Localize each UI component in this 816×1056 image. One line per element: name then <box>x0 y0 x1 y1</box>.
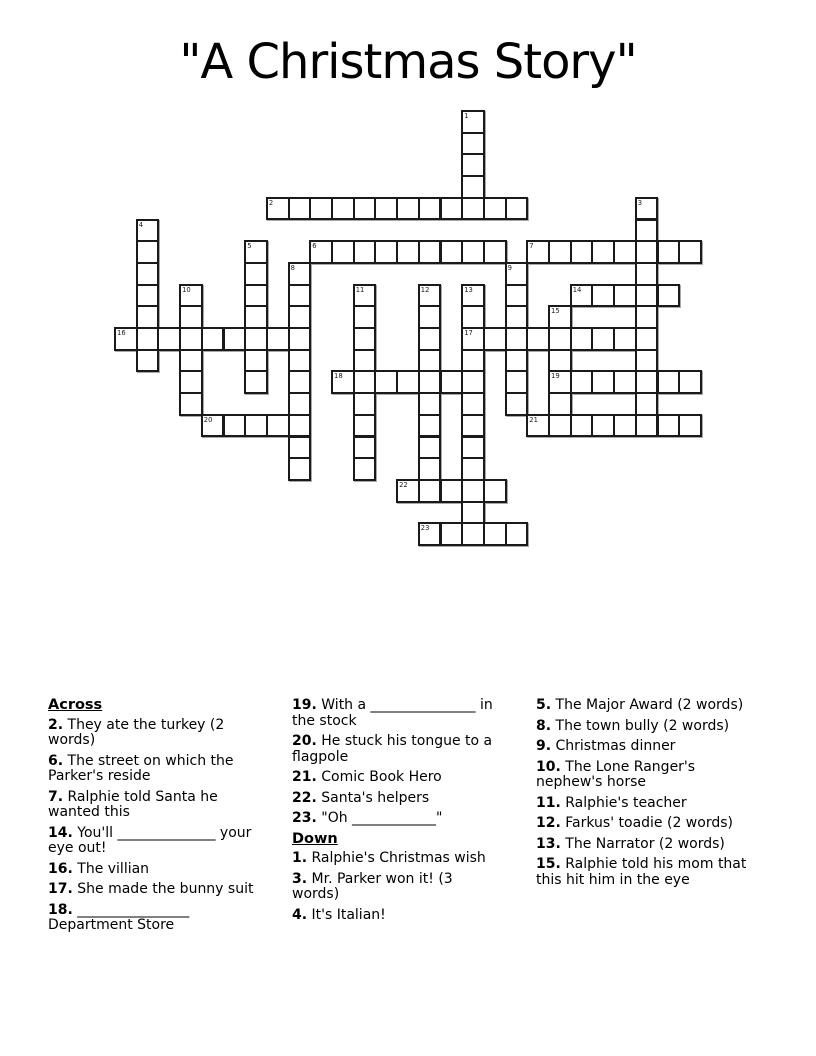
grid-cell[interactable] <box>114 327 138 351</box>
clue-down-1: 1. Ralphie's Christmas wish <box>292 850 486 866</box>
grid-cell[interactable] <box>570 327 594 351</box>
clue-across-6: 6. The street on which the Parker's reside <box>48 752 234 784</box>
cell-number: 8 <box>290 263 295 272</box>
cell-number: 14 <box>572 285 582 294</box>
grid-cell[interactable] <box>635 197 659 221</box>
clue-number: 17. <box>48 881 73 897</box>
grid-cell[interactable] <box>353 457 377 481</box>
cell-number: 23 <box>420 524 430 533</box>
clue-number: 13. <box>536 835 561 852</box>
grid-cell[interactable] <box>418 284 442 308</box>
cell-number: 19 <box>551 372 560 381</box>
cell-number: 7 <box>529 242 534 251</box>
clue-number: 12. <box>536 815 561 831</box>
grid-cell[interactable] <box>526 327 550 351</box>
grid-cell[interactable] <box>461 110 485 134</box>
clue-down-11: 11. Ralphie's teacher <box>536 794 687 811</box>
clue-down-9: 9. Christmas dinner <box>536 738 676 754</box>
grid-cell[interactable] <box>505 305 529 329</box>
grid-cell[interactable] <box>461 436 485 460</box>
grid-cell[interactable] <box>657 240 681 264</box>
grid-cell[interactable] <box>461 284 485 308</box>
grid-cell[interactable] <box>461 370 485 394</box>
grid-cell[interactable] <box>136 240 160 264</box>
grid-cell[interactable] <box>418 457 442 481</box>
grid-cell[interactable] <box>288 327 312 351</box>
grid-cell[interactable] <box>136 305 160 329</box>
grid-cell[interactable] <box>461 479 485 503</box>
clue-number: 15. <box>536 856 561 872</box>
grid-cell[interactable] <box>179 349 203 373</box>
clues-across-header: Across <box>48 697 103 713</box>
clue-across-2: 2. They ate the turkey (2 words) <box>48 716 225 748</box>
grid-cell[interactable] <box>266 327 290 351</box>
clues-down-header: Down <box>292 830 338 847</box>
grid-cell[interactable] <box>223 327 247 351</box>
grid-cell[interactable] <box>483 197 507 221</box>
grid-cell[interactable] <box>505 327 529 351</box>
grid-cell[interactable] <box>591 240 615 264</box>
clue-number: 18. <box>48 901 73 918</box>
clue-number: 8. <box>536 717 552 734</box>
clue-number: 19. <box>292 697 317 713</box>
grid-cell[interactable] <box>353 392 377 416</box>
grid-cell[interactable] <box>374 240 398 264</box>
grid-cell[interactable] <box>657 414 681 438</box>
grid-cell[interactable] <box>548 392 572 416</box>
grid-cell[interactable] <box>244 414 268 438</box>
grid-cell[interactable] <box>461 240 485 264</box>
grid-cell[interactable] <box>461 457 485 481</box>
crossword-grid <box>114 110 702 546</box>
grid-cell[interactable] <box>288 262 312 286</box>
grid-cell[interactable] <box>136 219 160 243</box>
grid-cell[interactable] <box>678 414 702 438</box>
grid-cell[interactable] <box>548 305 572 329</box>
clue-across-14: 14. You'll ______________ your eye out! <box>48 824 252 856</box>
grid-cell[interactable] <box>179 327 203 351</box>
cell-number: 4 <box>138 220 144 229</box>
grid-cell[interactable] <box>244 262 268 286</box>
grid-cell[interactable] <box>353 349 377 373</box>
grid-cell[interactable] <box>440 522 464 546</box>
grid-cell[interactable] <box>353 284 377 308</box>
grid-cell[interactable] <box>548 327 572 351</box>
clues-column-3 <box>536 698 748 893</box>
grid-cell[interactable] <box>461 132 485 156</box>
grid-cell[interactable] <box>418 305 442 329</box>
clue-down-4: 4. It's Italian! <box>292 906 386 923</box>
clue-down-13: 13. The Narrator (2 words) <box>536 835 725 852</box>
grid-cell[interactable] <box>483 327 507 351</box>
clues-column-2 <box>292 698 504 928</box>
clue-number: 9. <box>536 738 552 754</box>
clue-across-20: 20. He stuck his tongue to a flagpole <box>292 733 493 765</box>
grid-cell[interactable] <box>288 370 312 394</box>
grid-cell[interactable] <box>505 197 529 221</box>
grid-cell[interactable] <box>157 327 181 351</box>
grid-cell[interactable] <box>461 305 485 329</box>
grid-cell[interactable] <box>461 414 485 438</box>
grid-cell[interactable] <box>548 349 572 373</box>
grid-cell[interactable] <box>635 240 659 264</box>
clue-number: 14. <box>48 824 73 841</box>
grid-cell[interactable] <box>179 392 203 416</box>
grid-cell[interactable] <box>201 327 225 351</box>
clue-number: 3. <box>292 870 308 887</box>
cell-number: 15 <box>551 307 560 316</box>
page-title: "A Christmas Story" <box>179 34 637 90</box>
grid-cell[interactable] <box>418 197 442 221</box>
grid-cell[interactable] <box>461 501 485 525</box>
grid-cell[interactable] <box>440 479 464 503</box>
grid-cell[interactable] <box>548 240 572 264</box>
grid-cell[interactable] <box>309 240 333 264</box>
grid-cell[interactable] <box>505 349 529 373</box>
cell-number: 2 <box>268 198 274 207</box>
grid-cell[interactable] <box>244 327 268 351</box>
clue-number: 20. <box>292 733 317 749</box>
grid-cell[interactable] <box>353 197 377 221</box>
grid-cell[interactable] <box>461 349 485 373</box>
grid-cell[interactable] <box>461 522 485 546</box>
cell-number: 20 <box>203 415 213 424</box>
grid-cell[interactable] <box>266 414 290 438</box>
grid-cell[interactable] <box>418 392 442 416</box>
grid-cell[interactable] <box>353 370 377 394</box>
clue-down-3: 3. Mr. Parker won it! (3 words) <box>292 870 453 902</box>
grid-cell[interactable] <box>288 349 312 373</box>
grid-cell[interactable] <box>288 305 312 329</box>
clue-number: 22. <box>292 789 317 806</box>
grid-cell[interactable] <box>418 240 442 264</box>
clue-number: 11. <box>536 794 561 811</box>
grid-cell[interactable] <box>613 370 637 394</box>
grid-cell[interactable] <box>613 414 637 438</box>
grid-cell[interactable] <box>418 414 442 438</box>
grid-cell[interactable] <box>613 240 637 264</box>
cell-number: 5 <box>247 242 252 251</box>
grid-cell[interactable] <box>678 370 702 394</box>
grid-cell[interactable] <box>591 327 615 351</box>
grid-cell[interactable] <box>288 197 312 221</box>
grid-cell[interactable] <box>353 436 377 460</box>
grid-cell[interactable] <box>635 370 659 394</box>
clue-across-21: 21. Comic Book Hero <box>292 769 442 785</box>
clue-down-5: 5. The Major Award (2 words) <box>536 697 744 713</box>
clue-number: 4. <box>292 906 308 923</box>
clue-number: 1. <box>292 850 308 866</box>
grid-cell[interactable] <box>353 327 377 351</box>
grid-cell[interactable] <box>548 414 572 438</box>
grid-cell[interactable] <box>635 414 659 438</box>
clue-down-12: 12. Farkus' toadie (2 words) <box>536 815 733 831</box>
grid-cell[interactable] <box>331 370 355 394</box>
grid-cell[interactable] <box>483 522 507 546</box>
clue-across-22: 22. Santa's helpers <box>292 789 430 806</box>
grid-cell[interactable] <box>591 414 615 438</box>
clue-number: 16. <box>48 860 73 877</box>
grid-cell[interactable] <box>570 370 594 394</box>
clue-across-17: 17. She made the bunny suit <box>48 881 254 897</box>
grid-cell[interactable] <box>331 197 355 221</box>
grid-cell[interactable] <box>353 305 377 329</box>
grid-cell[interactable] <box>179 370 203 394</box>
grid-cell[interactable] <box>440 370 464 394</box>
grid-cell[interactable] <box>396 240 420 264</box>
grid-cell[interactable] <box>548 370 572 394</box>
grid-cell[interactable] <box>396 479 420 503</box>
clue-number: 2. <box>48 716 64 733</box>
grid-cell[interactable] <box>526 240 550 264</box>
grid-cell[interactable] <box>461 327 485 351</box>
cell-number: 1 <box>464 112 469 120</box>
grid-cell[interactable] <box>418 436 442 460</box>
cell-number: 13 <box>464 285 473 294</box>
grid-cell[interactable] <box>418 479 442 503</box>
clue-across-16: 16. The villian <box>48 860 150 877</box>
grid-cell[interactable] <box>635 284 659 308</box>
grid-cell[interactable] <box>244 349 268 373</box>
grid-cell[interactable] <box>613 327 637 351</box>
grid-cell[interactable] <box>635 262 659 286</box>
grid-cell[interactable] <box>635 327 659 351</box>
grid-cell[interactable] <box>461 392 485 416</box>
cell-number: 11 <box>355 285 365 294</box>
clue-number: 21. <box>292 769 317 785</box>
clue-number: 5. <box>536 697 552 713</box>
cell-number: 10 <box>182 285 191 294</box>
grid-cell[interactable] <box>418 327 442 351</box>
grid-cell[interactable] <box>461 153 485 177</box>
grid-cell[interactable] <box>635 219 659 243</box>
clues-column-1 <box>48 698 260 939</box>
grid-cell[interactable] <box>223 414 247 438</box>
cell-number: 6 <box>312 242 317 251</box>
grid-cell[interactable] <box>136 262 160 286</box>
clue-number: 23. <box>292 810 317 826</box>
grid-cell[interactable] <box>244 370 268 394</box>
grid-cell[interactable] <box>244 284 268 308</box>
grid-cell[interactable] <box>353 414 377 438</box>
grid-cell[interactable] <box>440 197 464 221</box>
clue-number: 7. <box>48 788 64 805</box>
grid-cell[interactable] <box>374 197 398 221</box>
cell-number: 22 <box>399 480 408 489</box>
grid-cell[interactable] <box>613 284 637 308</box>
grid-cell[interactable] <box>461 175 485 199</box>
grid-cell[interactable] <box>418 349 442 373</box>
grid-cell[interactable] <box>657 370 681 394</box>
grid-cell[interactable] <box>635 392 659 416</box>
clue-across-23: 23. "Oh ____________" <box>292 810 443 826</box>
grid-cell[interactable] <box>526 414 550 438</box>
grid-cell[interactable] <box>136 327 160 351</box>
grid-cell[interactable] <box>505 522 529 546</box>
grid-cell[interactable] <box>288 457 312 481</box>
grid-cell[interactable] <box>136 349 160 373</box>
cell-number: 9 <box>507 263 512 272</box>
grid-cell[interactable] <box>570 284 594 308</box>
grid-cell[interactable] <box>374 370 398 394</box>
grid-cell[interactable] <box>309 197 333 221</box>
grid-cell[interactable] <box>678 240 702 264</box>
clue-across-18: 18. ________________ Department Store <box>48 901 190 933</box>
grid-cell[interactable] <box>505 262 529 286</box>
grid-cell[interactable] <box>635 305 659 329</box>
clue-number: 6. <box>48 752 64 769</box>
grid-cell[interactable] <box>591 370 615 394</box>
cell-number: 21 <box>529 415 538 424</box>
grid-cell[interactable] <box>418 370 442 394</box>
grid-cell[interactable] <box>244 240 268 264</box>
grid-cell[interactable] <box>136 284 160 308</box>
grid-cell[interactable] <box>505 392 529 416</box>
grid-cell[interactable] <box>591 284 615 308</box>
grid-cell[interactable] <box>288 414 312 438</box>
cell-number: 17 <box>464 329 473 337</box>
cell-number: 12 <box>420 285 430 294</box>
grid-cell[interactable] <box>657 284 681 308</box>
grid-cell[interactable] <box>461 197 485 221</box>
grid-cell[interactable] <box>635 349 659 373</box>
clue-down-10: 10. The Lone Ranger's nephew's horse <box>536 758 696 790</box>
grid-cell[interactable] <box>288 436 312 460</box>
grid-cell[interactable] <box>505 284 529 308</box>
cell-number: 3 <box>637 198 643 207</box>
grid-cell[interactable] <box>244 305 268 329</box>
cell-number: 16 <box>117 329 126 337</box>
grid-cell[interactable] <box>288 284 312 308</box>
clue-across-19: 19. With a _______________ in the stock <box>292 697 493 729</box>
grid-cell[interactable] <box>201 414 225 438</box>
grid-cell[interactable] <box>288 392 312 416</box>
grid-cell[interactable] <box>396 370 420 394</box>
grid-cell[interactable] <box>483 479 507 503</box>
grid-cell[interactable] <box>418 522 442 546</box>
grid-cell[interactable] <box>570 414 594 438</box>
clue-across-7: 7. Ralphie told Santa he wanted this <box>48 788 218 820</box>
grid-cell[interactable] <box>440 240 464 264</box>
grid-cell[interactable] <box>353 240 377 264</box>
grid-cell[interactable] <box>179 284 203 308</box>
grid-cell[interactable] <box>179 305 203 329</box>
clue-number: 10. <box>536 758 561 775</box>
grid-cell[interactable] <box>570 240 594 264</box>
grid-cell[interactable] <box>331 240 355 264</box>
cell-number: 18 <box>334 372 343 381</box>
clue-down-8: 8. The town bully (2 words) <box>536 717 730 734</box>
grid-cell[interactable] <box>483 240 507 264</box>
clue-down-15: 15. Ralphie told his mom that this hit him in the eye <box>536 856 747 888</box>
grid-cell[interactable] <box>505 370 529 394</box>
grid-cell[interactable] <box>266 197 290 221</box>
grid-cell[interactable] <box>396 197 420 221</box>
